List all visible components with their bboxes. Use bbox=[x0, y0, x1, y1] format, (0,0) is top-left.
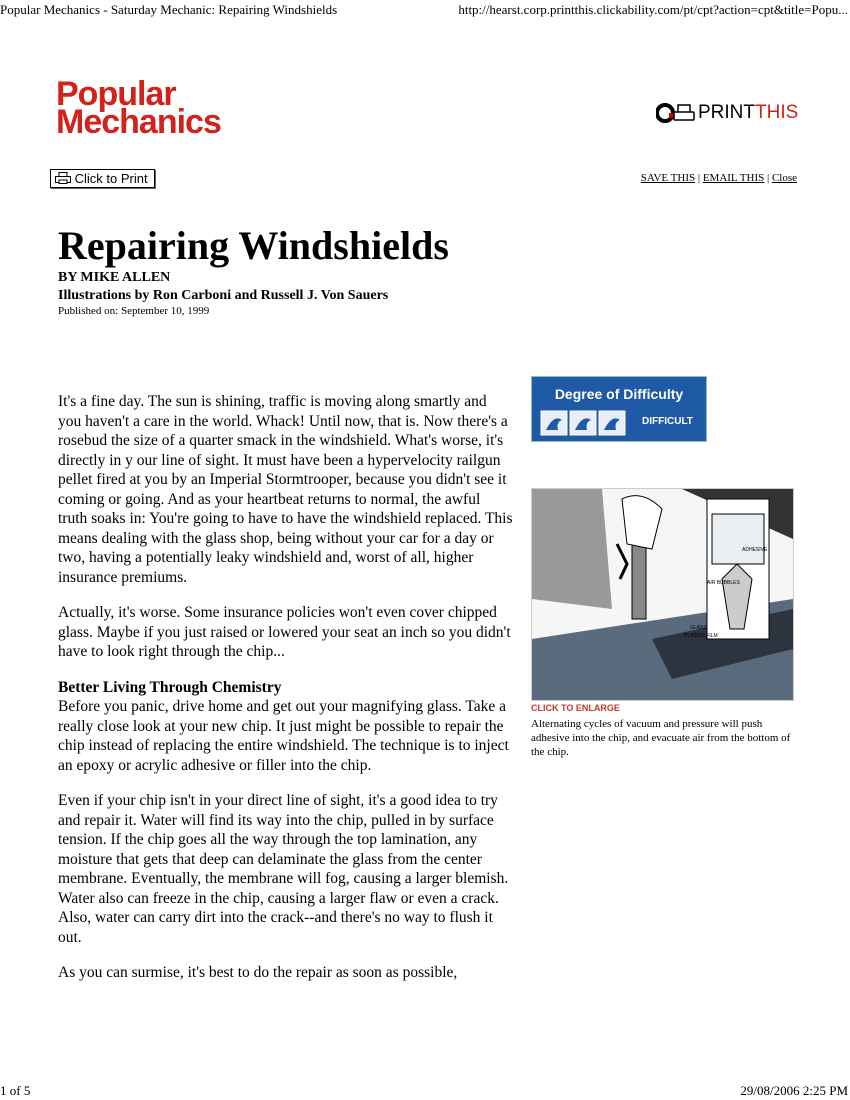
paragraph: Before you panic, drive home and get out your magnifying glass. Take a really close look at your new chip. It just might be possible to repair the chip instead of replacing the entire windshield. The technique is to inject an epoxy or acrylic adhesive or filler into the chip. bbox=[58, 698, 509, 774]
separator: | bbox=[766, 172, 770, 184]
difficulty-badge bbox=[531, 376, 707, 442]
figure-label: ADHESIVE bbox=[742, 547, 768, 553]
figure-label: GLASS bbox=[690, 625, 707, 631]
difficulty-title: Degree of Difficulty bbox=[554, 386, 684, 402]
page-url: http://hearst.corp.printthis.clickability.com/pt/cpt?action=cpt&title=Popu... bbox=[458, 2, 848, 17]
article-body bbox=[58, 392, 513, 999]
printer-icon bbox=[656, 102, 698, 124]
published-date: Published on: September 10, 1999 bbox=[58, 305, 210, 317]
difficulty-icons bbox=[540, 410, 626, 441]
byline-block bbox=[58, 269, 388, 305]
click-to-print-button[interactable] bbox=[50, 169, 155, 188]
separator: | bbox=[697, 172, 701, 184]
page-number: 1 of 5 bbox=[0, 1083, 31, 1098]
illustration-drawing bbox=[532, 489, 793, 700]
printthis-logo bbox=[656, 102, 798, 124]
article-title: Repairing Windshields bbox=[58, 223, 449, 268]
difficulty-level: DIFFICULT bbox=[642, 416, 693, 427]
paragraph: It's a fine day. The sun is shining, traffic is moving along smartly and you haven't a care in the world. Whack! Until now, that is. Now there's a rosebud the size of a quarter smack in the windshield. What's worse, it's directly in y our line of sight. It must have been a hypervelocity railgun pellet fired at you by an Imperial Stormtrooper, because you didn't see it coming or going. And as your heartbeat returns to normal, the awful truth soaks in: You're going to have to have the windshield replaced. This means dealing with the glass shop, being without your car for a day or two, having a potentially leaky windshield and, worst of all, higher insurance premiums. bbox=[58, 393, 513, 586]
paragraph: Even if your chip isn't in your direct line of sight, it's a good idea to try and repair it. Water will find its way into the chip, pulled in by surface tension. If the chip goes all the way through the top lamination, any moisture that gets that deep can delaminate the glass from the center membrane. Eventually, the membrane will fog, causing a larger blemish. Water also can freeze in the chip, causing a larger flaw or even a crack. Also, water can carry dirt into the crack--and there's no way to flush it out. bbox=[58, 792, 509, 946]
close-link[interactable]: Close bbox=[771, 172, 797, 184]
illustrations-credit: Illustrations by Ron Carboni and Russell J. Von Sauers bbox=[58, 288, 389, 303]
figure-label: PLASTIC FILM bbox=[684, 633, 718, 639]
logo-line1: Popular bbox=[56, 75, 176, 113]
paragraph: As you can surmise, it's best to do the repair as soon as possible, bbox=[58, 964, 458, 981]
print-datetime: 29/08/2006 2:25 PM bbox=[740, 1083, 848, 1098]
logo-line2: Mechanics bbox=[56, 103, 221, 141]
figure-caption: Alternating cycles of vacuum and pressure will push adhesive into the chip, and evacuate air from the bottom of the chip. bbox=[531, 718, 791, 758]
action-links bbox=[641, 172, 797, 184]
section-heading: Better Living Through Chemistry bbox=[58, 678, 282, 696]
page-title-header: Popular Mechanics - Saturday Mechanic: Repairing Windshields bbox=[0, 2, 338, 17]
popular-mechanics-logo[interactable] bbox=[56, 75, 221, 141]
byline: BY MIKE ALLEN bbox=[58, 270, 171, 285]
windshield-repair-illustration[interactable] bbox=[531, 488, 794, 701]
paragraph: Actually, it's worse. Some insurance policies won't even cover chipped glass. Maybe if you just raised or lowered your seat an inch so you didn't have to look right through the chip... bbox=[58, 604, 511, 660]
printthis-this: THIS bbox=[755, 102, 799, 124]
click-to-print-label: Click to Print bbox=[74, 171, 148, 186]
figure-label: AIR BUBBLES bbox=[707, 580, 740, 586]
click-to-enlarge-link[interactable]: CLICK TO ENLARGE bbox=[531, 703, 620, 713]
printer-icon bbox=[55, 172, 71, 184]
printthis-print: PRINT bbox=[698, 102, 755, 124]
wrench-icon bbox=[540, 410, 626, 436]
save-this-link[interactable]: SAVE THIS bbox=[640, 172, 696, 184]
email-this-link[interactable]: EMAIL THIS bbox=[702, 172, 765, 184]
